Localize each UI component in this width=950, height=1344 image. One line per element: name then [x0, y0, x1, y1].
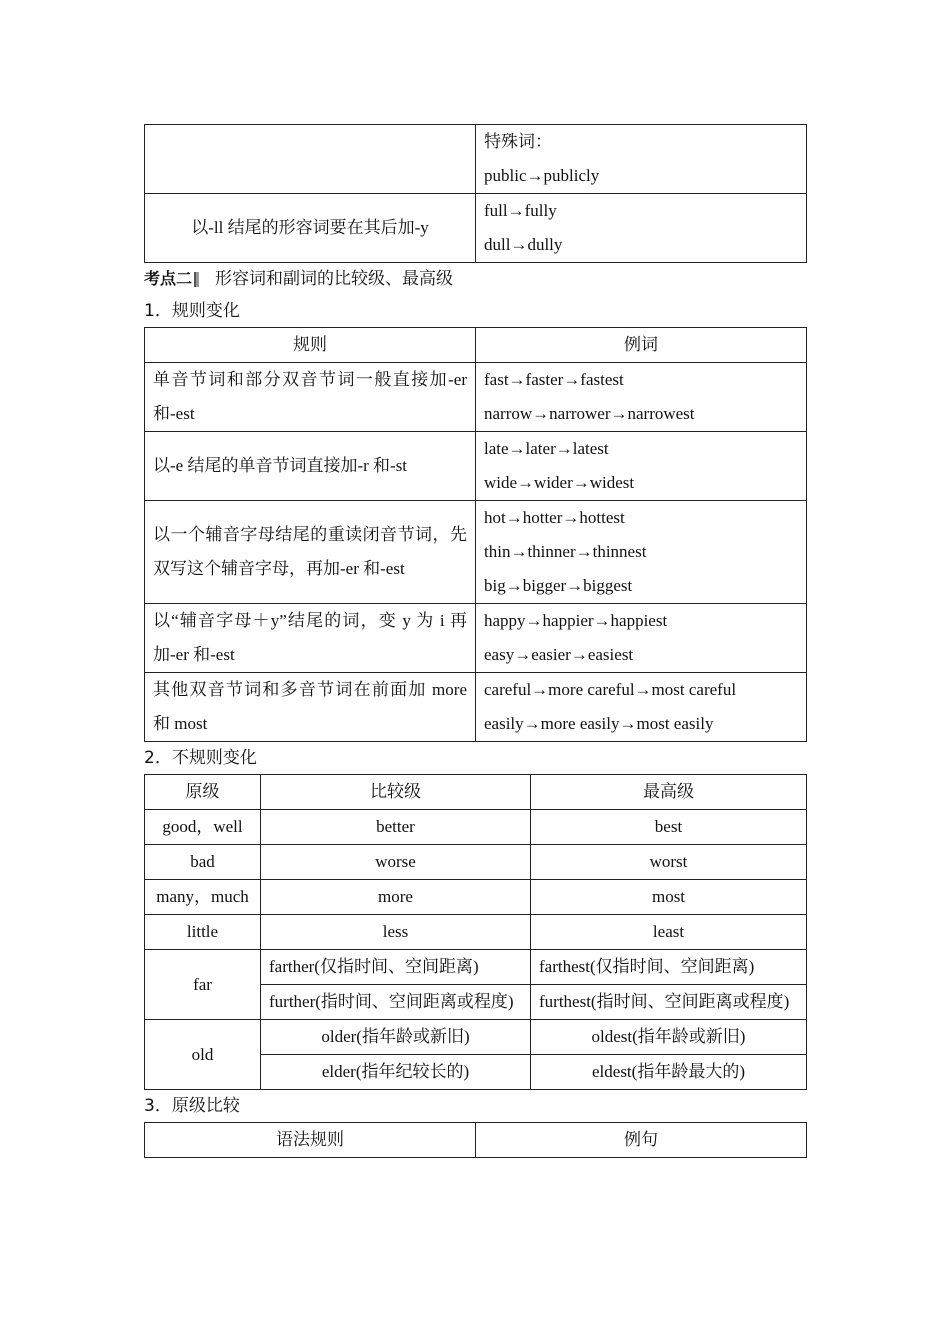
section-title: 3．原级比较	[144, 1096, 240, 1116]
base-cell: good，well	[145, 810, 261, 845]
table-row	[145, 432, 807, 501]
rule-cell: 其他双音节词和多音节词在前面加 more 和 most	[145, 673, 476, 742]
column-header: 例句	[476, 1123, 807, 1158]
superlative-cell: furthest(指时间、空间距离或程度)	[531, 985, 807, 1020]
rule-cell: 以“辅音字母＋y”结尾的词，变 y 为 i 再加-er 和-est	[145, 604, 476, 673]
base-cell: little	[145, 915, 261, 950]
base-cell: many，much	[145, 880, 261, 915]
table-cell	[476, 194, 807, 263]
superlative-cell: worst	[531, 845, 807, 880]
superlative-cell: oldest(指年龄或新旧)	[531, 1020, 807, 1055]
table-row	[145, 604, 807, 673]
cell-line: fast→faster→fastest	[484, 370, 624, 389]
cell-line: big→bigger→biggest	[484, 576, 633, 595]
example-cell	[476, 604, 807, 673]
table-row	[145, 194, 807, 263]
example-cell	[476, 673, 807, 742]
comparative-cell: further(指时间、空间距离或程度)	[261, 985, 531, 1020]
cell-line: dull→dully	[484, 235, 563, 254]
section-title: 1．规则变化	[144, 301, 240, 321]
table-header-row	[145, 775, 807, 810]
superlative-cell: farthest(仅指时间、空间距离)	[531, 950, 807, 985]
base-cell: far	[145, 950, 261, 1020]
table-irregular-changes	[144, 774, 807, 1090]
comparative-cell: older(指年龄或新旧)	[261, 1020, 531, 1055]
superlative-cell: least	[531, 915, 807, 950]
table-positive-comparison	[144, 1122, 807, 1158]
rule-cell: 以一个辅音字母结尾的重读闭音节词，先双写这个辅音字母，再加-er 和-est	[145, 501, 476, 604]
comparative-cell: elder(指年纪较长的)	[261, 1055, 531, 1090]
column-header: 规则	[145, 328, 476, 363]
column-header: 原级	[145, 775, 261, 810]
kaodian-heading	[144, 263, 806, 295]
column-header: 最高级	[531, 775, 807, 810]
table-adverb-formation-continued	[144, 124, 807, 263]
superlative-cell: eldest(指年龄最大的)	[531, 1055, 807, 1090]
document-page	[144, 124, 806, 1158]
cell-line: easily→more easily→most easily	[484, 714, 714, 733]
cell-line: full→fully	[484, 201, 557, 220]
table-row	[145, 501, 807, 604]
cell-line: careful→more careful→most careful	[484, 680, 737, 699]
example-cell	[476, 363, 807, 432]
cell-line: wide→wider→widest	[484, 473, 635, 492]
superlative-cell: most	[531, 880, 807, 915]
table-row	[145, 950, 807, 985]
comparative-cell: better	[261, 810, 531, 845]
base-cell: bad	[145, 845, 261, 880]
table-row	[145, 125, 807, 194]
table-row	[145, 810, 807, 845]
table-regular-changes	[144, 327, 807, 742]
rule-cell: 以-e 结尾的单音节词直接加-r 和-st	[145, 432, 476, 501]
table-row	[145, 880, 807, 915]
column-header: 语法规则	[145, 1123, 476, 1158]
table-row	[145, 1020, 807, 1055]
table-cell	[476, 125, 807, 194]
table-row	[145, 673, 807, 742]
cell-line: 特殊词：	[484, 132, 552, 151]
example-cell	[476, 432, 807, 501]
base-cell: old	[145, 1020, 261, 1090]
cell-line: thin→thinner→thinnest	[484, 542, 647, 561]
cell-line: narrow→narrower→narrowest	[484, 404, 695, 423]
cell-line: late→later→latest	[484, 439, 609, 458]
cell-line: public→publicly	[484, 166, 600, 185]
bar-icon	[194, 272, 199, 287]
table-row	[145, 915, 807, 950]
column-header: 例词	[476, 328, 807, 363]
table-cell	[145, 125, 476, 194]
rule-cell: 单音节词和部分双音节词一般直接加-er 和-est	[145, 363, 476, 432]
column-header: 比较级	[261, 775, 531, 810]
cell-line: happy→happier→happiest	[484, 611, 668, 630]
kaodian-label: 考点二	[144, 269, 193, 288]
table-header-row	[145, 328, 807, 363]
cell-line: hot→hotter→hottest	[484, 508, 625, 527]
section-title: 2．不规则变化	[144, 748, 257, 768]
table-row	[145, 845, 807, 880]
comparative-cell: farther(仅指时间、空间距离)	[261, 950, 531, 985]
table-header-row	[145, 1123, 807, 1158]
superlative-cell: best	[531, 810, 807, 845]
example-cell	[476, 501, 807, 604]
comparative-cell: more	[261, 880, 531, 915]
comparative-cell: less	[261, 915, 531, 950]
kaodian-title: 形容词和副词的比较级、最高级	[215, 269, 454, 289]
cell-line: easy→easier→easiest	[484, 645, 634, 664]
table-cell: 以-ll 结尾的形容词要在其后加-y	[145, 194, 476, 263]
comparative-cell: worse	[261, 845, 531, 880]
table-row	[145, 363, 807, 432]
